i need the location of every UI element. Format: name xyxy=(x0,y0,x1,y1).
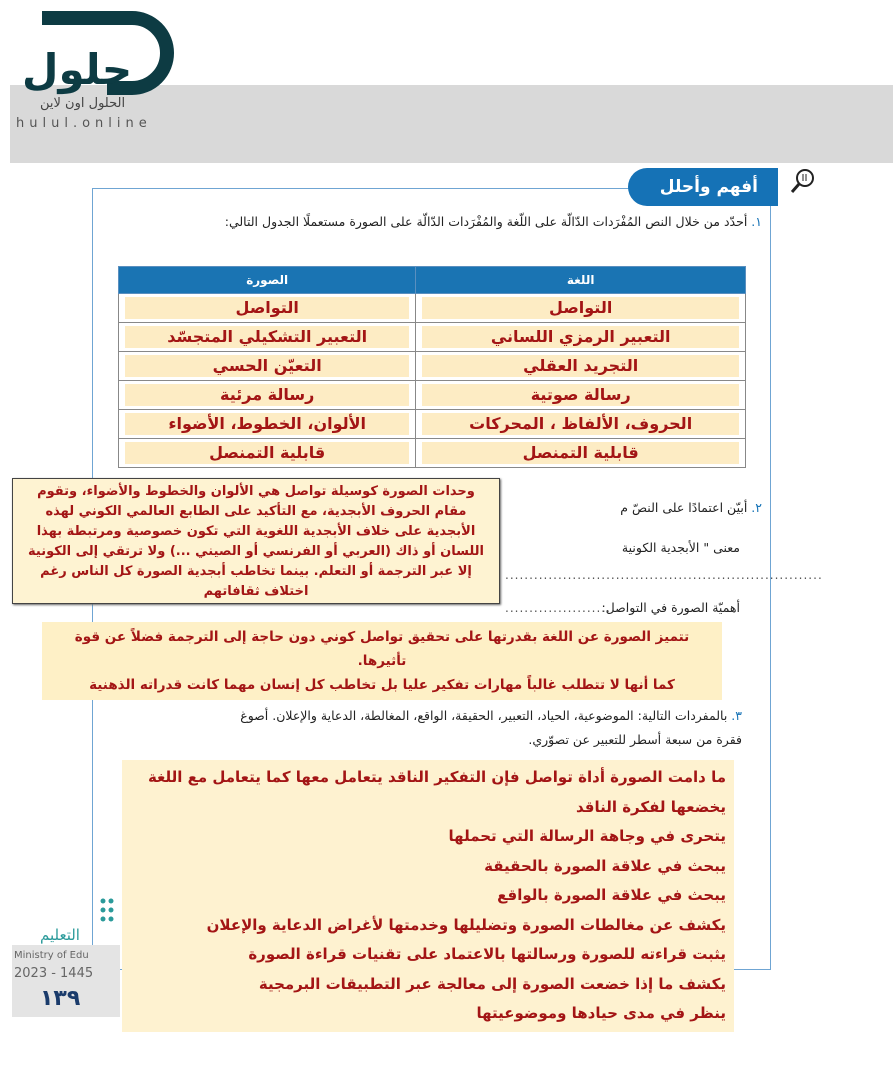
answer-3-line: يبحث في علاقة الصورة بالواقع xyxy=(497,886,726,904)
q3-number: ٣. xyxy=(731,708,742,723)
header-language: اللغة xyxy=(416,267,746,294)
answer-3-line: يكشف ما إذا خضعت الصورة إلى معالجة عبر التطبيقات البرمجية xyxy=(258,974,726,993)
page-number: ١٣٩ xyxy=(40,986,81,1011)
answer-3-line: يخضعها لفكرة الناقد xyxy=(575,797,726,816)
cell: الحروف، الألفاظ ، المحركات xyxy=(422,413,739,435)
table-row xyxy=(119,323,746,352)
magnifier-icon xyxy=(790,168,816,194)
q1-text: أحدّد من خلال النص المُفْرَدات الدّالّة على اللّغة والمُفْرَدات الدّالّة على الصورة مستعملًا الجدول التالي: xyxy=(224,214,748,229)
table-row xyxy=(119,381,746,410)
cell: رسالة صوتية xyxy=(422,384,739,406)
ministry-english: Ministry of Edu xyxy=(14,950,89,961)
cell: التجريد العقلي xyxy=(422,355,739,377)
cell: التواصل xyxy=(125,297,409,319)
table-row xyxy=(119,439,746,468)
cell: رسالة مرئية xyxy=(125,384,409,406)
q2-importance-label: أهميّة الصورة في التواصل: xyxy=(601,600,740,615)
header-image: الصورة xyxy=(119,267,416,294)
language-image-table xyxy=(118,266,746,468)
question-2 xyxy=(505,496,762,520)
q2-meaning-label: معنى " الأبجدية الكونية xyxy=(621,540,740,555)
q2-number: ٢. xyxy=(751,500,762,515)
answer-3-line: يبحث في علاقة الصورة بالحقيقة xyxy=(484,856,726,875)
lower-content xyxy=(0,622,893,1032)
q3-line-2: فقرة من سبعة أسطر للتعبير عن تصوّري. xyxy=(528,732,742,747)
ministry-logo-dots-icon xyxy=(98,896,120,924)
q3-line-1 xyxy=(92,704,742,728)
answer-line: .......................... xyxy=(505,601,631,615)
edition-year: 2023 - 1445 xyxy=(14,966,94,981)
answer-2-line: كما أنها لا تتطلب غالباً مهارات تفكير عليا بل تخاطب كل إنسان مهما كانت قدراته الذهنية xyxy=(89,677,675,693)
answer-box-1: وحدات الصورة كوسيلة تواصل هي الألوان والخطوط والأضواء، وتقوم مقام الحروف الأبجدية، مع التأكيد على الطابع العالمي الكوني لهذه الأبجدية على خلاف الأبجدية اللغوية التي تكون خصوصية ومرتبطة بهذا اللسان أو ذاك (العربي أو الفرنسي أو الصيني ...) ولا ترتقي إلى الكونية إلا عبر الترجمة أو التعلم. بينما تخاطب أبجدية الصورة كل الناس رغم اختلاف ثقافاتهم xyxy=(12,478,500,604)
question-1 xyxy=(150,210,762,234)
section-title: أفهم وأحلل xyxy=(628,168,778,206)
cell: التعبير الرمزي اللساني xyxy=(422,326,739,348)
answer-line: .................................................................. xyxy=(505,568,823,582)
table-row xyxy=(119,294,746,323)
answer-3-line: يثبت قراءته للصورة ورسالتها بالاعتماد على تقنيات قراءة الصورة xyxy=(248,945,726,963)
answer-box-2 xyxy=(42,622,722,700)
logo-english-text: hulul.online xyxy=(16,116,152,131)
ministry-arabic: التعليم xyxy=(40,926,80,944)
cell: التعيّن الحسي xyxy=(125,355,409,377)
answer-2-line: تتميز الصورة عن اللغة بقدرتها على تحقيق تواصل كوني دون حاجة إلى الترجمة فضلاً عن قوة تأثيرها. xyxy=(74,629,690,669)
cell: الألوان، الخطوط، الأضواء xyxy=(125,413,409,435)
answer-3-line: ما دامت الصورة أداة تواصل فإن التفكير الناقد يتعامل معها كما يتعامل مع اللغة xyxy=(147,768,726,786)
answer-3-line: ينظر في مدى حيادها وموضوعيتها xyxy=(476,1004,726,1022)
answer-3-line: يكشف عن مغالطات الصورة وتضليلها وخدمتها لأغراض الدعاية والإعلان xyxy=(206,915,726,934)
cell: قابلية التمنصل xyxy=(125,442,409,464)
cell: التواصل xyxy=(422,297,739,319)
table-row xyxy=(119,410,746,439)
cell: التعبير التشكيلي المتجسّد xyxy=(125,326,409,348)
cell: قابلية التمنصل xyxy=(422,442,739,464)
answer-box-3 xyxy=(122,760,734,1032)
table-row xyxy=(119,352,746,381)
svg-text:حلول: حلول xyxy=(22,45,133,94)
q1-number: ١. xyxy=(751,214,762,229)
answer-3-line: يتحرى في وجاهة الرسالة التي تحملها xyxy=(448,827,726,845)
q3-line-1-text: بالمفردات التالية: الموضوعية، الحياد، التعبير، الحقيقة، الواقع، المغالطة، الدعاية والإعلان. أصوغ xyxy=(240,708,728,723)
logo-arabic-text: الحلول اون لاين xyxy=(40,96,126,111)
q2-text: أبيّن اعتمادًا على النصّ م xyxy=(620,500,748,515)
